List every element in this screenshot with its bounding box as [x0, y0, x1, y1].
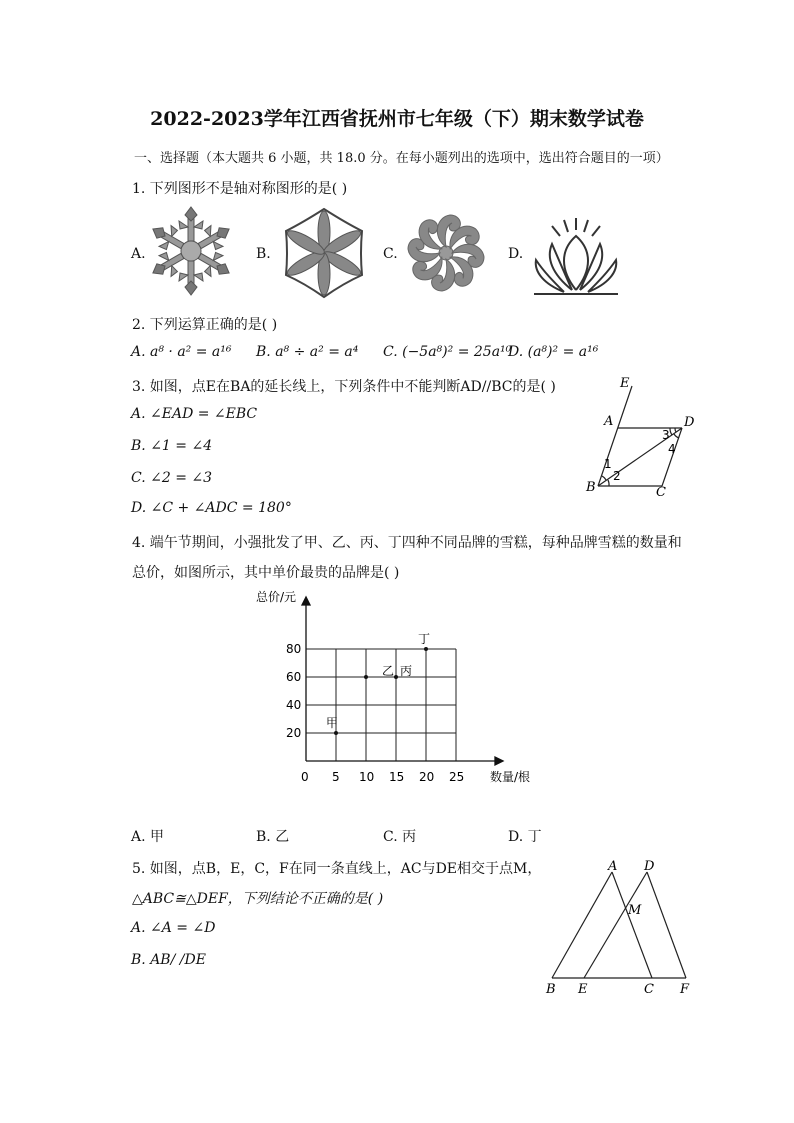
q5-label-d: D	[644, 859, 655, 874]
q2-option-c: C. (−5a⁸)² = 25a¹⁰	[383, 344, 512, 360]
q4-stem-line2: 总价，如图所示，其中单价最贵的品牌是( )	[132, 565, 400, 581]
q3-option-b: B. ∠1 = ∠4	[131, 438, 213, 454]
chart-y-tick-label: 40	[286, 698, 302, 712]
chart-y-arrow	[302, 597, 310, 605]
q1-option-d-label: D.	[508, 246, 524, 262]
chart-y-tick-label: 20	[286, 726, 302, 740]
q5-option-a: A. ∠A = ∠D	[131, 920, 216, 936]
q3-label-d: D	[684, 415, 695, 430]
q2-option-a: A. a⁸ · a² = a¹⁶	[131, 344, 232, 360]
chart-point	[334, 731, 338, 735]
q4-option-d: D. 丁	[508, 829, 542, 845]
q5-label-b: B	[546, 982, 556, 997]
chart-x-tick-label: 20	[419, 770, 435, 784]
q5-triangles-figure	[540, 856, 700, 1000]
chart-point	[364, 675, 368, 679]
chart-x-tick-label: 10	[359, 770, 375, 784]
q1-snowflake-figure	[150, 206, 232, 296]
q1-hexagon-flower-figure	[276, 208, 372, 298]
q5-stem-line1: 5. 如图，点B，E，C，F在同一条直线上，AC与DE相交于点M，	[132, 861, 542, 877]
q3-option-c: C. ∠2 = ∠3	[131, 470, 213, 486]
page-title: 2022-2023学年江西省抚州市七年级（下）期末数学试卷	[150, 108, 644, 130]
q2-option-b: B. a⁸ ÷ a² = a⁴	[256, 344, 359, 360]
chart-y-tick-label: 80	[286, 642, 302, 656]
q3-label-e: E	[620, 376, 630, 391]
chart-y-axis-label: 总价/元	[256, 590, 297, 604]
q4-option-b: B. 乙	[256, 829, 290, 845]
q3-angle-3: 3	[662, 428, 670, 442]
chart-x-tick-label: 5	[332, 770, 340, 784]
q3-angle-1: 1	[604, 457, 612, 471]
q2-option-d: D. (a⁸)² = a¹⁶	[508, 344, 599, 360]
q4-option-a: A. 甲	[131, 829, 165, 845]
q5-label-c: C	[644, 982, 654, 997]
q3-label-c: C	[656, 485, 666, 500]
chart-y-tick-label: 60	[286, 670, 302, 684]
q3-option-d: D. ∠C + ∠ADC = 180°	[131, 500, 292, 516]
chart-point-label: 乙	[382, 664, 395, 678]
q1-option-a-label: A.	[131, 246, 146, 262]
q1-stem: 1. 下列图形不是轴对称图形的是( )	[132, 181, 348, 197]
q3-stem: 3. 如图，点E在BA的延长线上，下列条件中不能判断AD//BC的是( )	[132, 379, 556, 395]
chart-x-tick-label: 25	[449, 770, 465, 784]
chart-point-label: 丁	[418, 632, 431, 646]
q3-label-b: B	[586, 480, 596, 495]
q4-option-c: C. 丙	[383, 829, 417, 845]
q3-label-a: A	[604, 414, 614, 429]
q1-fountain-figure	[530, 210, 622, 296]
q1-option-b-label: B.	[256, 246, 271, 262]
chart-x-axis-label: 数量/根	[490, 770, 531, 784]
chart-point	[424, 647, 428, 651]
q3-angle-2: 2	[613, 469, 621, 483]
q3-angle-4: 4	[668, 442, 676, 456]
chart-x-arrow	[495, 757, 503, 765]
chart-point-label: 甲	[326, 716, 339, 730]
q5-label-f: F	[680, 982, 690, 997]
q5-stem-line2: △ABC≅△DEF，下列结论不正确的是( )	[132, 891, 384, 907]
chart-point	[394, 675, 398, 679]
chart-x-tick-label: 0	[301, 770, 309, 784]
q1-pinwheel-figure	[402, 208, 490, 298]
q2-stem: 2. 下列运算正确的是( )	[132, 317, 278, 333]
chart-point-label: 丙	[400, 664, 413, 678]
q4-price-chart	[240, 585, 560, 795]
section-heading: 一、选择题（本大题共 6 小题，共 18.0 分。在每小题列出的选项中，选出符合题目的一项）	[134, 151, 669, 166]
q3-parallelogram-figure	[580, 372, 700, 498]
q5-label-m: M	[628, 903, 642, 918]
q4-stem-line1: 4. 端午节期间，小强批发了甲、乙、丙、丁四种不同品牌的雪糕，每种品牌雪糕的数量和	[132, 535, 682, 551]
chart-x-tick-label: 15	[389, 770, 405, 784]
q1-option-c-label: C.	[383, 246, 398, 262]
q5-option-b: B. AB/ /DE	[131, 952, 206, 968]
q3-option-a: A. ∠EAD = ∠EBC	[131, 406, 258, 422]
q5-label-a: A	[608, 859, 618, 874]
q5-label-e: E	[578, 982, 588, 997]
